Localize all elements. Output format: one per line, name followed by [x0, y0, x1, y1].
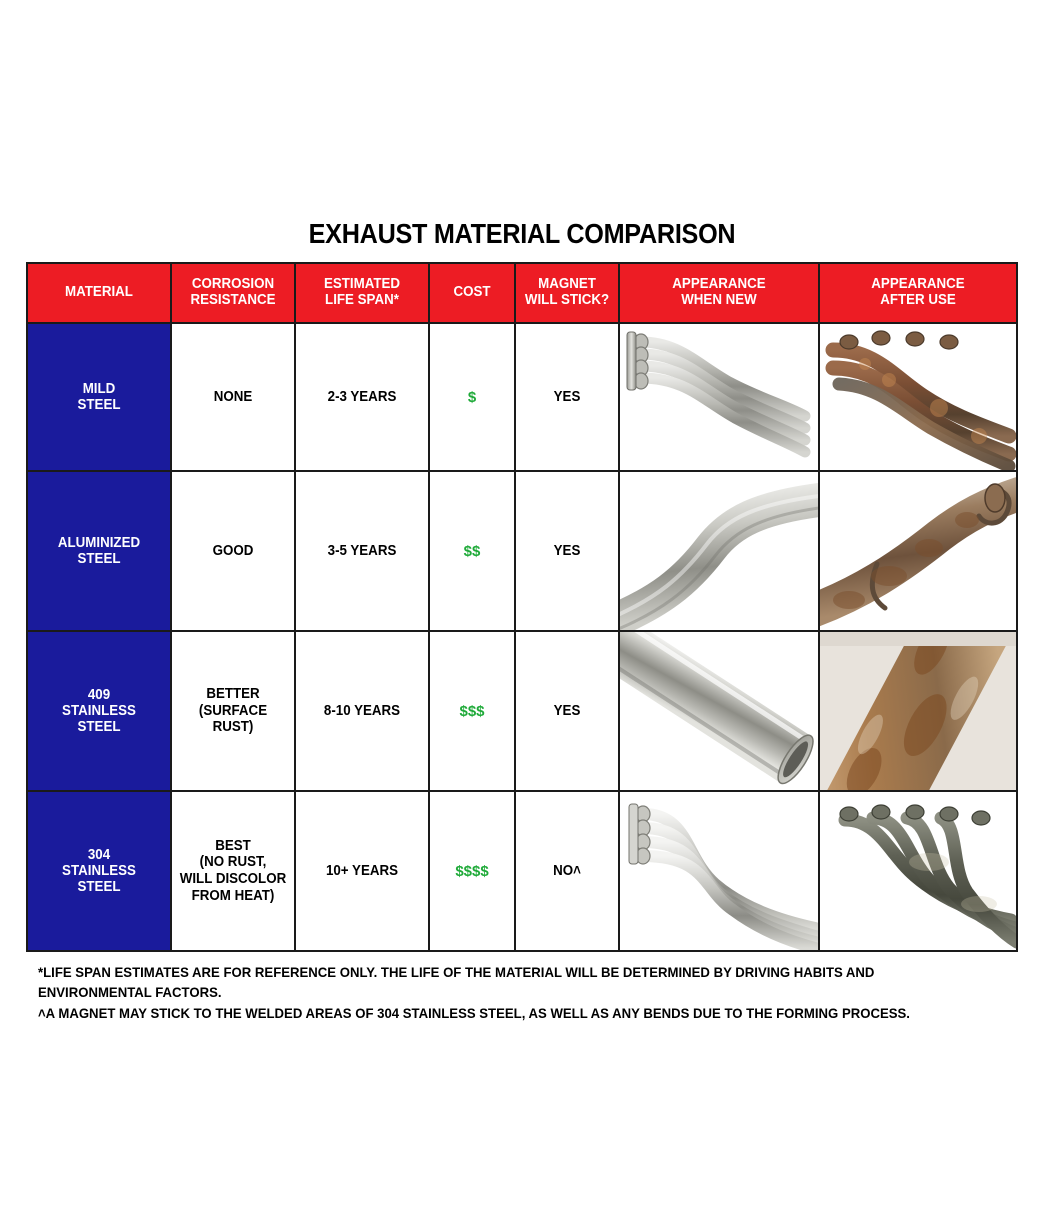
header-magnet-will-stick — [515, 263, 619, 323]
cell-appearance-new-409-stainless-steel — [619, 631, 819, 791]
magnet-value: YES — [553, 388, 581, 405]
cell-appearance-used-mild-steel — [819, 323, 1017, 471]
life-value: 8-10 YEARS — [323, 702, 401, 719]
header-new-line-2: WHEN NEW — [681, 292, 757, 308]
cell-life-aluminized-steel — [295, 471, 429, 631]
corrosion-line-2: (SURFACE — [198, 702, 268, 719]
heat-discolored-304-header-photo — [820, 792, 1016, 950]
magnet-value: NO˄ — [553, 862, 581, 879]
magnet-value: YES — [553, 542, 581, 559]
cell-appearance-used-304-stainless-steel — [819, 791, 1017, 951]
cell-cost-mild-steel: $ — [429, 323, 515, 471]
cell-appearance-new-aluminized-steel — [619, 471, 819, 631]
cell-cost-aluminized-steel: $$ — [429, 471, 515, 631]
footnote-life-span: *LIFE SPAN ESTIMATES ARE FOR REFERENCE ONLY. THE LIFE OF THE MATERIAL WILL BE DETERMINED BY DRIVING HABITS AND ENVIRONMENTAL FACTORS. — [38, 964, 875, 1001]
cell-magnet-mild-steel — [515, 323, 619, 471]
corrosion-line-1: BETTER — [206, 686, 260, 703]
corrosion-line-4: FROM HEAT) — [191, 887, 275, 904]
cell-material-304-stainless-steel — [27, 791, 171, 951]
material-line-1: MILD — [82, 380, 116, 397]
header-life-line-1: ESTIMATED — [323, 276, 401, 293]
cell-corrosion-aluminized-steel — [171, 471, 295, 631]
header-cost — [429, 263, 515, 323]
table-body — [27, 323, 1017, 951]
material-line-3: STEEL — [77, 879, 121, 896]
corrosion-line-1: NONE — [213, 388, 253, 405]
cell-life-304-stainless-steel — [295, 791, 429, 951]
cell-corrosion-304-stainless-steel — [171, 791, 295, 951]
header-corrosion-line-2: RESISTANCE — [190, 292, 276, 308]
table-row — [27, 631, 1017, 791]
polished-straight-pipe-new-photo — [620, 632, 818, 790]
material-line-2: STAINLESS — [62, 702, 136, 719]
corrosion-line-3: WILL DISCOLOR — [179, 871, 287, 887]
table-row — [27, 471, 1017, 631]
cell-material-aluminized-steel — [27, 471, 171, 631]
corrosion-line-2: (NO RUST, — [199, 854, 267, 871]
header-magnet-line-2: WILL STICK? — [524, 292, 610, 308]
cell-magnet-aluminized-steel — [515, 471, 619, 631]
material-line-1: ALUMINIZED — [57, 534, 141, 551]
material-line-1: 304 — [87, 846, 111, 863]
material-line-1: 409 — [87, 686, 111, 703]
corrosion-line-1: GOOD — [212, 542, 254, 559]
exhaust-material-comparison-table — [26, 262, 1018, 952]
header-used-line-1: APPEARANCE — [871, 276, 965, 293]
header-cost-line-1: COST — [453, 284, 491, 301]
material-line-3: STEEL — [77, 719, 121, 736]
cell-appearance-used-409-stainless-steel — [819, 631, 1017, 791]
rusted-exhaust-tube-with-hanger-photo — [820, 472, 1016, 630]
surface-rust-pipe-closeup-photo — [820, 632, 1016, 790]
cell-magnet-409-stainless-steel — [515, 631, 619, 791]
bent-exhaust-tube-new-photo — [620, 472, 818, 630]
life-value: 3-5 YEARS — [327, 542, 397, 559]
header-appearance-after-use — [819, 263, 1017, 323]
cell-material-mild-steel — [27, 323, 171, 471]
header-new-line-1: APPEARANCE — [672, 276, 766, 293]
rusted-header-pipes-photo — [820, 324, 1016, 470]
material-line-2: STEEL — [77, 551, 121, 567]
header-material-line-1: MATERIAL — [65, 284, 133, 301]
cell-life-mild-steel — [295, 323, 429, 471]
polished-304-header-new-photo — [620, 792, 818, 950]
cell-corrosion-409-stainless-steel — [171, 631, 295, 791]
header-material — [27, 263, 171, 323]
cell-corrosion-mild-steel — [171, 323, 295, 471]
table-row — [27, 323, 1017, 471]
footnote-magnet: ˄A MAGNET MAY STICK TO THE WELDED AREAS OF 304 STAINLESS STEEL, AS WELL AS ANY BENDS DUE TO THE FORMING PROCESS. — [38, 1004, 910, 1021]
life-value: 10+ YEARS — [325, 862, 399, 879]
table-header — [27, 263, 1017, 323]
life-value: 2-3 YEARS — [327, 388, 397, 405]
table-row — [27, 791, 1017, 951]
header-corrosion-line-1: CORROSION — [191, 276, 275, 293]
header-row — [27, 263, 1017, 323]
corrosion-line-3: RUST) — [212, 719, 254, 736]
header-used-line-2: AFTER USE — [880, 292, 956, 308]
footnotes — [38, 962, 1028, 1023]
cell-material-409-stainless-steel — [27, 631, 171, 791]
cell-appearance-new-304-stainless-steel — [619, 791, 819, 951]
magnet-value: YES — [553, 702, 581, 719]
cell-cost-304-stainless-steel: $$$$ — [429, 791, 515, 951]
comparison-table-wrapper — [26, 262, 1018, 952]
header-appearance-when-new — [619, 263, 819, 323]
page-title: EXHAUST MATERIAL COMPARISON — [308, 218, 736, 249]
stainless-header-pipes-new-photo — [620, 324, 818, 470]
cell-appearance-new-mild-steel — [619, 323, 819, 471]
header-life-line-2: LIFE SPAN* — [325, 292, 399, 308]
cell-magnet-304-stainless-steel — [515, 791, 619, 951]
header-magnet-line-1: MAGNET — [538, 276, 596, 293]
cell-life-409-stainless-steel — [295, 631, 429, 791]
cell-cost-409-stainless-steel: $$$ — [429, 631, 515, 791]
material-line-2: STAINLESS — [62, 862, 136, 879]
corrosion-line-1: BEST — [215, 837, 251, 854]
cell-appearance-used-aluminized-steel — [819, 471, 1017, 631]
header-corrosion-resistance — [171, 263, 295, 323]
material-line-2: STEEL — [77, 397, 121, 413]
header-estimated-life-span — [295, 263, 429, 323]
